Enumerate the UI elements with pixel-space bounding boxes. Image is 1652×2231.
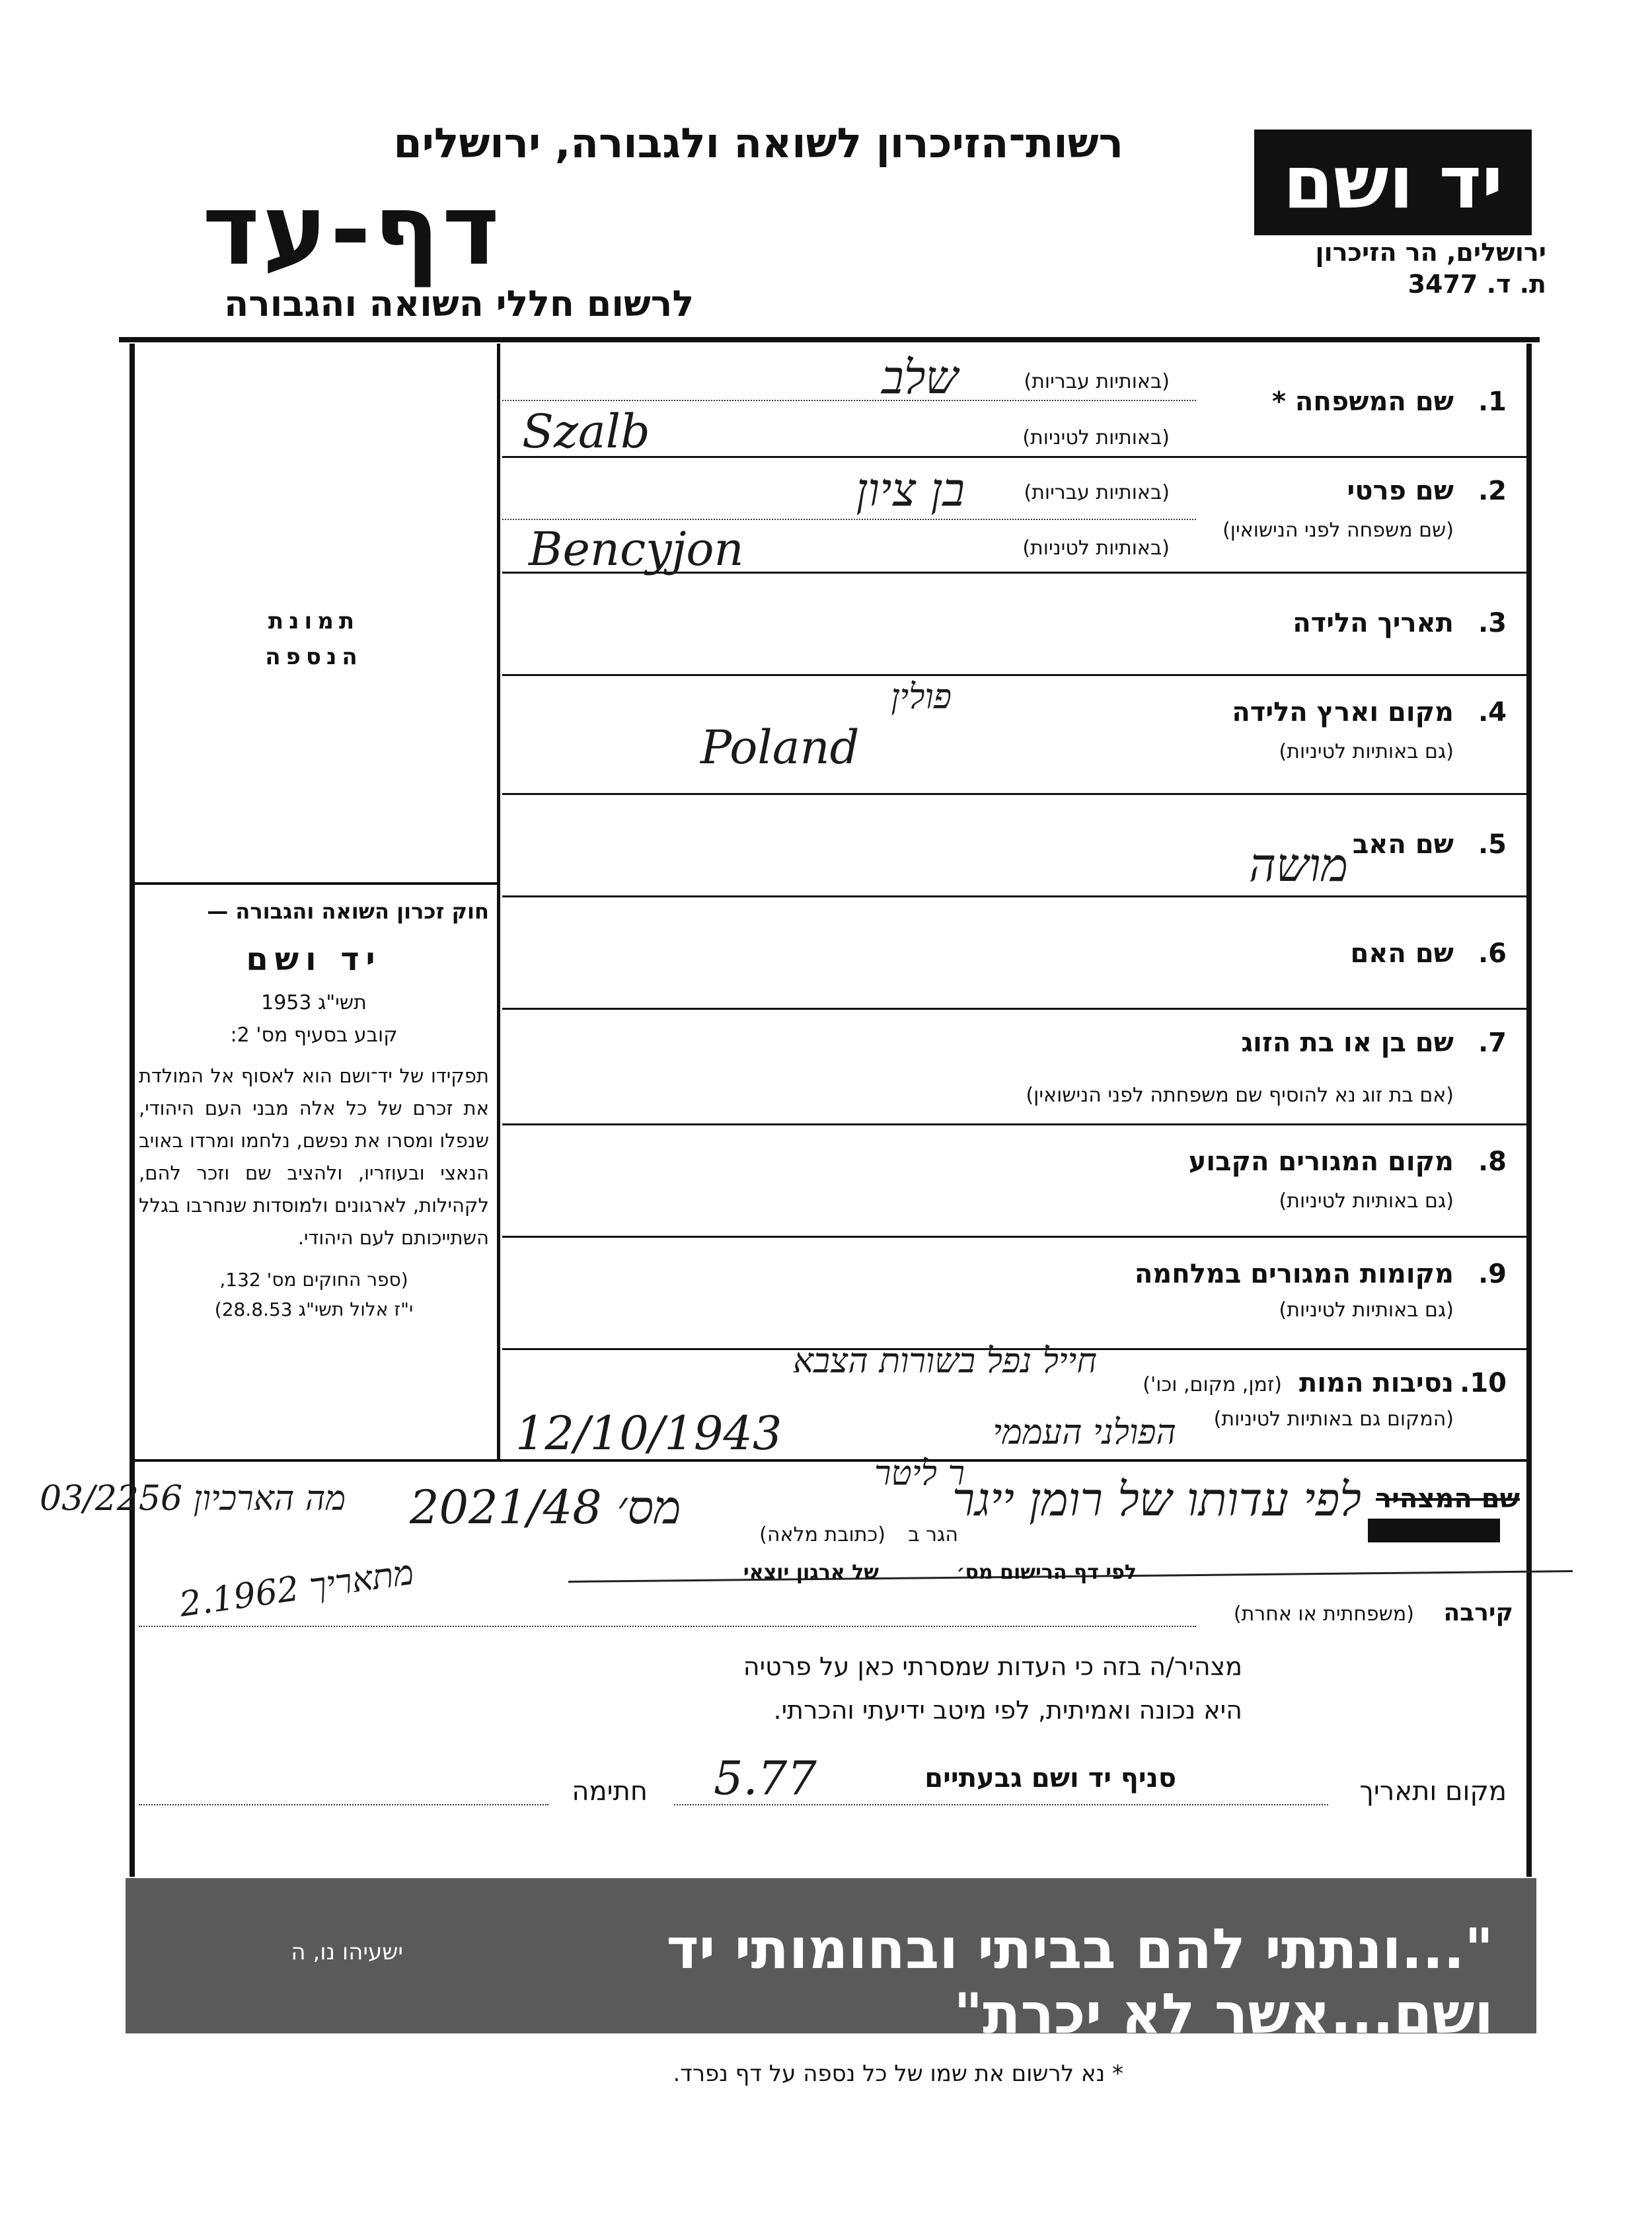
photo-label-1: תמונת: [268, 608, 360, 634]
field-2-note: (שם משפחה לפני הנישואין): [1222, 519, 1454, 542]
law-clause: קובע בסעיף מס' 2:: [230, 1024, 398, 1047]
address-line-2: ת. ד. 3477: [1408, 270, 1546, 299]
field-2-hint-latin: (באותיות לטיניות): [1022, 537, 1170, 560]
row-sep-5: [502, 895, 1526, 897]
field-8-number: 8.: [1478, 1147, 1507, 1177]
field-1-number: 1.: [1478, 387, 1507, 417]
field-7-note: (אם בת זוג נא להוסיף שם משפחתה לפני הנישואין): [1026, 1084, 1454, 1107]
field-7-label: שם בן או בת הזוג: [1241, 1028, 1454, 1058]
photo-placeholder: [198, 608, 430, 670]
field-10-note: (המקום גם באותיות לטיניות): [1213, 1408, 1454, 1431]
declaration-line-2: היא נכונה ואמיתית, לפי מיטב ידיעתי והכרתי.: [773, 1696, 1242, 1725]
field-10-value-line3[interactable]: הפולני העממי: [993, 1413, 1176, 1453]
declaration-statement: [463, 1652, 1242, 1725]
field-6-number: 6.: [1478, 938, 1507, 969]
field-8-note: (גם באותיות לטיניות): [1279, 1190, 1454, 1213]
yad-vashem-logo: יד ושם: [1254, 130, 1532, 235]
field-9-note: (גם באותיות לטיניות): [1279, 1299, 1454, 1322]
field-1-label: שם המשפחה *: [1272, 387, 1454, 417]
field-1-value-hebrew[interactable]: שלב: [881, 350, 958, 404]
row-sep-6: [502, 1008, 1526, 1010]
law-name: יד ושם: [246, 941, 382, 978]
signature-line: [139, 1804, 548, 1805]
field-4-value-latin[interactable]: Poland: [700, 720, 860, 775]
field-2-number: 2.: [1478, 476, 1507, 506]
frame-right: [1526, 344, 1532, 1877]
field-4-number: 4.: [1478, 697, 1507, 728]
field-2-value-hebrew[interactable]: בן ציון: [856, 463, 965, 517]
form-subtitle: לרשום חללי השואה והגבורה: [224, 283, 694, 324]
field-5-label: שם האב: [1352, 829, 1454, 860]
archive-number-handwriting[interactable]: 2021/48 מס׳: [410, 1480, 681, 1534]
row2-mid-line: [502, 519, 1196, 520]
field-7-number: 7.: [1478, 1028, 1507, 1058]
archive-ref-handwriting[interactable]: 03/2256 מה הארכיון: [40, 1479, 346, 1519]
field-10-label: נסיבות המות: [1299, 1368, 1454, 1398]
field-4-note: (גם באותיות לטיניות): [1279, 740, 1454, 763]
field-6-label: שם האם: [1350, 938, 1454, 969]
column-divider: [497, 344, 500, 1460]
row-sep-3: [502, 674, 1526, 676]
field-10-value-line1[interactable]: חייל נפל בשורות הצבא: [792, 1342, 1097, 1381]
field-1-value-latin[interactable]: Szalb: [522, 404, 650, 459]
top-rule: [119, 337, 1540, 342]
field-3-label: תאריך הלידה: [1293, 608, 1454, 638]
declarant-handwriting-main[interactable]: לפי עדותו של רומן ייגר: [952, 1472, 1361, 1527]
quote-banner: [126, 1878, 1536, 2046]
field-1-hint-hebrew: (באותיות עבריות): [1024, 370, 1170, 393]
photo-label-2: הנספה: [265, 644, 363, 670]
field-10-hint: (זמן, מקום, וכו'): [1143, 1373, 1282, 1396]
relation-label: קירבה: [1443, 1599, 1513, 1626]
date-handwriting[interactable]: 5.77: [714, 1751, 817, 1805]
form-title: דף-עד: [202, 173, 502, 287]
field-10-value-date[interactable]: 12/10/1943: [515, 1406, 782, 1460]
signature-label: חתימה: [572, 1776, 648, 1807]
field-4-value-hebrew[interactable]: פולין: [891, 677, 952, 717]
field-10-number: 10.: [1460, 1368, 1507, 1398]
row-sep-8: [502, 1236, 1526, 1238]
field-2-hint-hebrew: (באותיות עבריות): [1024, 481, 1170, 504]
banner-source: ישעיהו נו, ה: [291, 1939, 403, 1965]
frame-left: [130, 344, 135, 1877]
branch-stamp: סניף יד ושם גבעתיים: [924, 1763, 1176, 1794]
registry-text: לפי דף הרישום מס׳: [956, 1561, 1137, 1584]
field-3-number: 3.: [1478, 608, 1507, 638]
field-2-value-latin[interactable]: Bencyjon: [529, 522, 744, 576]
law-heading: חוק זכרון השואה והגבורה —: [207, 899, 489, 924]
declarant-handwriting-name[interactable]: ר ליטר: [874, 1454, 965, 1494]
declarant-label: שם המצהיר: [1376, 1484, 1520, 1514]
law-ref-1: (ספר החוקים מס' 132,: [219, 1269, 408, 1291]
field-2-label: שם פרטי: [1347, 476, 1454, 506]
declarant-redaction: [1368, 1519, 1500, 1542]
row-sep-7: [502, 1123, 1526, 1125]
declarant-address-label: הגר ב: [908, 1523, 958, 1546]
relation-hint: (משפחתית או אחרת): [1233, 1603, 1414, 1626]
field-4-label: מקום וארץ הלידה: [1232, 697, 1454, 728]
banner-quote: "...ונתתי להם בביתי ובחומותי יד ושם...אשר לא יכרת": [666, 1916, 1493, 2046]
field-9-number: 9.: [1478, 1259, 1507, 1289]
field-9-label: מקומות המגורים במלחמה: [1134, 1259, 1454, 1289]
place-date-label: מקום ותאריך: [1359, 1776, 1507, 1807]
archive-date-handwriting[interactable]: 2.1962 מתאריך: [176, 1552, 416, 1625]
registry-org: של ארגון יוצאי: [743, 1561, 879, 1584]
relation-line: [139, 1626, 1196, 1627]
authority-name: רשות־הזיכרון לשואה ולגבורה, ירושלים: [393, 119, 1123, 167]
photo-bottom: [132, 882, 499, 885]
row-sep-4: [502, 793, 1526, 795]
field-5-value[interactable]: מושה: [1249, 838, 1348, 892]
law-section: [139, 899, 489, 1320]
field-5-number: 5.: [1478, 829, 1507, 860]
address-line-1: ירושלים, הר הזיכרון: [1315, 238, 1546, 267]
field-1-hint-latin: (באותיות לטיניות): [1022, 426, 1170, 449]
law-year: תשי"ג 1953: [261, 991, 367, 1014]
law-text: תפקידו של יד־ושם הוא לאסוף אל המולדת את זכרם של כל אלה מבני העם היהודי, שנפלו ומסרו את נפשם, נלחמו ומרדו באויב הנאצי ובעוזריו, ולהציב שם וזכר להם, לקהילות, לארגונים ולמוסדות שנחרבו בגלל השתייכותם לעם היהודי.: [139, 1065, 489, 1249]
declaration-line-1: מצהיר/ה בזה כי העדות שמסרתי כאן על פרטיה: [743, 1652, 1242, 1681]
field-8-label: מקום המגורים הקבוע: [1188, 1147, 1454, 1177]
law-ref-2: י"ז אלול תשי"ג 28.8.53): [214, 1299, 414, 1320]
footnote: * נא לרשום את שמו של כל נספה על דף נפרד.: [673, 2061, 1123, 2087]
declarant-address-hint: (כתובת מלאה): [759, 1523, 885, 1546]
